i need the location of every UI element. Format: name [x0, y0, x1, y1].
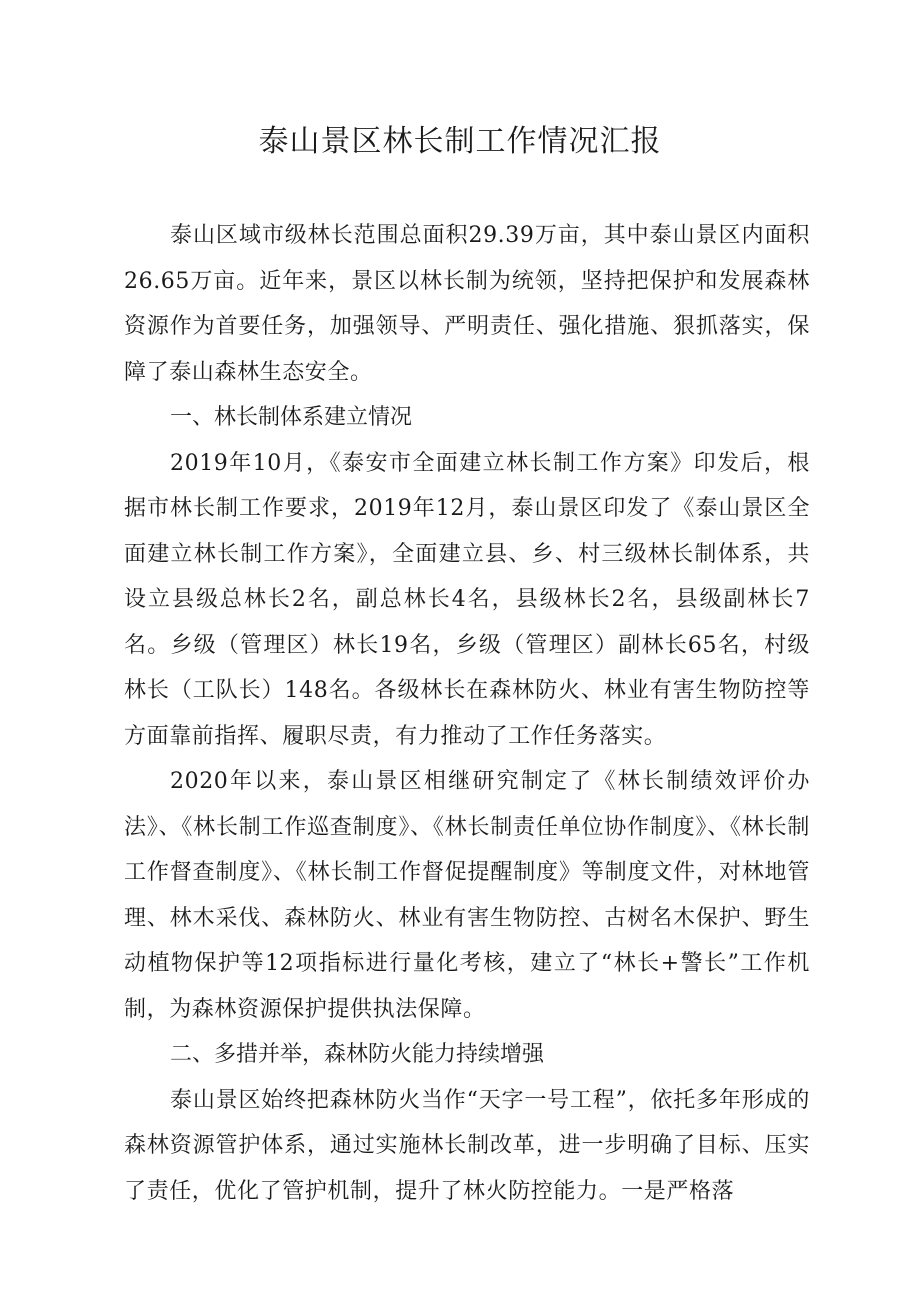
section-1-paragraph-2: 2020年以来，泰山景区相继研究制定了《林长制绩效评价办法》、《林长制工作巡查制度》、《林长制责任单位协作制度》、《林长制工作督查制度》、《林长制工作督促提醒制度》等制度文件，对林地管理、林木采伐、森林防火、林业有害生物防控、古树名木保护、野生动植物保护等12项指标进行量化考核，建立了“林长+警长”工作机制，为森林资源保护提供执法保障。	[124, 769, 810, 1022]
section-1-paragraph-1: 2019年10月，《泰安市全面建立林长制工作方案》印发后，根据市林长制工作要求，2019年12月，泰山景区印发了《泰山景区全面建立林长制工作方案》，全面建立县、乡、村三级林长制体系，共设立县级总林长2名，副总林长4名，县级林长2名，县级副林长7名。乡级（管理区）林长19名，乡级（管理区）副林长65名，村级林长（工队长）148名。各级林长在森林防火、林业有害生物防控等方面靠前指挥、履职尽责，有力推动了工作任务落实。	[124, 450, 810, 749]
section-1-heading: 一、林长制体系建立情况	[170, 405, 413, 430]
document-title: 泰山景区林长制工作情况汇报	[258, 124, 662, 159]
section-2-paragraph-1: 泰山景区始终把森林防火当作“天字一号工程”，依托多年形成的森林资源管护体系，通过实施林长制改革，进一步明确了目标、压实了责任，优化了管护机制，提升了林火防控能力。一是严格落	[124, 1087, 810, 1204]
section-2-heading: 二、多措并举，森林防火能力持续增强	[170, 1042, 545, 1067]
document-body	[124, 213, 810, 1214]
intro-paragraph: 泰山区域市级林长范围总面积29.39万亩，其中泰山景区内面积26.65万亩。近年来，景区以林长制为统领，坚持把保护和发展森林资源作为首要任务，加强领导、严明责任、强化措施、狠抓落实，保障了泰山森林生态安全。	[124, 223, 810, 385]
